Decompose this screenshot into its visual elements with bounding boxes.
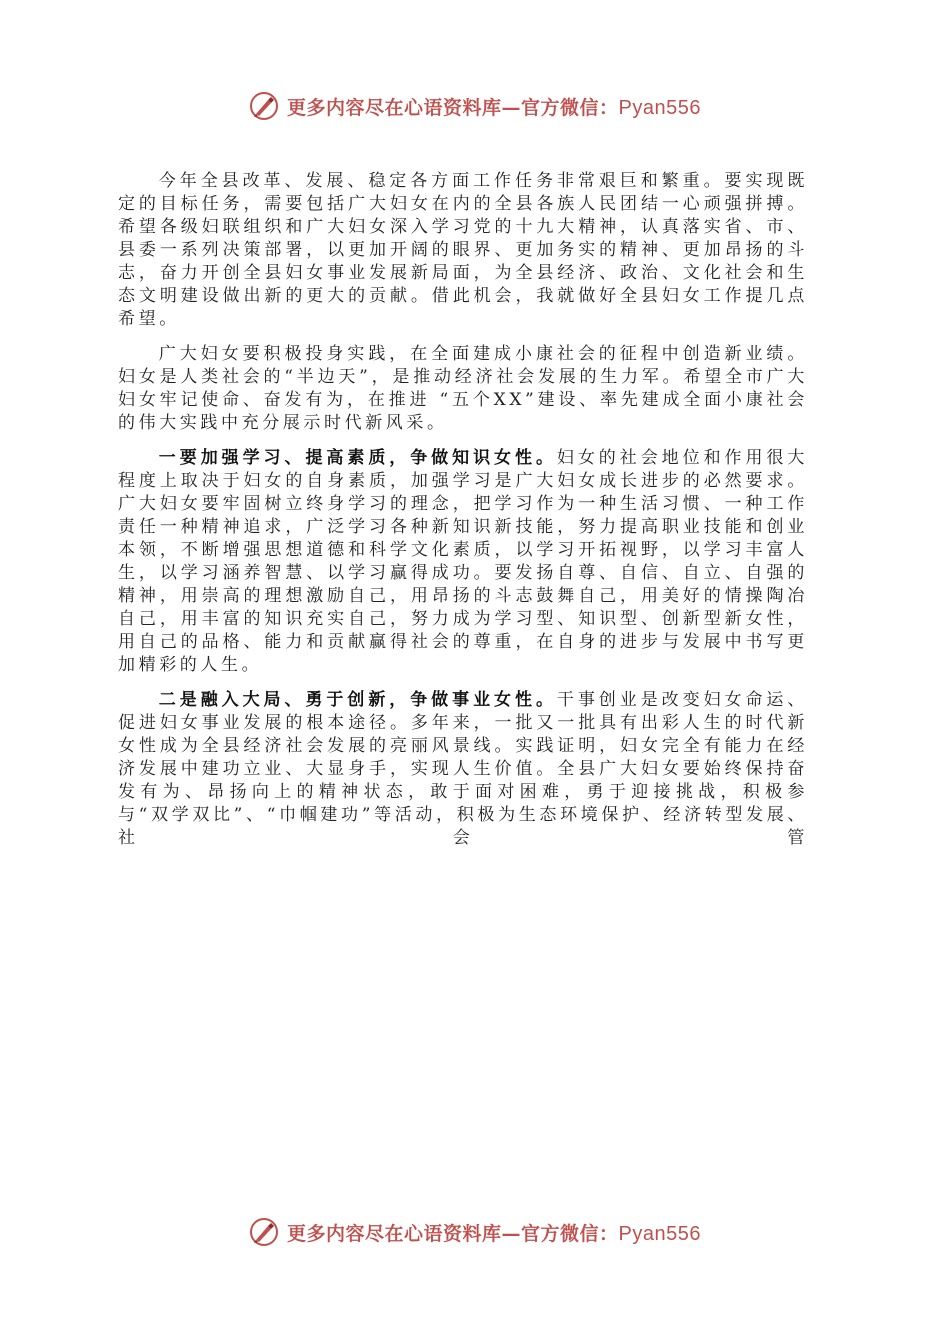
- paragraph-career: [118, 689, 808, 850]
- wechat-id: Pyan556: [618, 96, 701, 119]
- document-body: [118, 170, 808, 862]
- paragraph-text: 今年全县改革、发展、稳定各方面工作任务非常艰巨和繁重。要实现既定的目标任务，需要包括广大妇女在内的全县各族人民团结一心顽强拼搏。希望各级妇联组织和广大妇女深入学习党的十九大精神，认真落实省、市、县委一系列决策部署，以更加开阔的眼界、更加务实的精神、更加昂扬的斗志，奋力开创全县妇女事业发展新局面，为全县经济、政治、文化社会和生态文明建设做出新的更大的贡献。借此机会，我就做好全县妇女工作提几点希望。: [118, 171, 808, 329]
- header-watermark-banner: [0, 86, 950, 126]
- pen-logo-icon: [249, 1217, 279, 1247]
- paragraph-knowledge: [118, 447, 808, 677]
- paragraph-lead: 二是融入大局、勇于创新，争做事业女性。: [158, 690, 557, 710]
- wechat-id: Pyan556: [618, 1222, 701, 1245]
- banner-title: 更多内容尽在心语资料库—官方微信：: [287, 96, 619, 119]
- paragraph-text: 妇女的社会地位和作用很大程度上取决于妇女的自身素质，加强学习是广大妇女成长进步的必然要求。广大妇女要牢固树立终身学习的理念，把学习作为一种生活习惯、一种工作责任一种精神追求，广泛学习各种新知识新技能，努力提高职业技能和创业本领，不断增强思想道德和科学文化素质，以学习开拓视野，以学习丰富人生，以学习涵养智慧、以学习赢得成功。要发扬自尊、自信、自立、自强的精神，用崇高的理想激励自己，用昂扬的斗志鼓舞自己，用美好的情操陶冶自己，用丰富的知识充实自己，努力成为学习型、知识型、创新型新女性，用自己的品格、能力和贡献赢得社会的尊重，在自身的进步与发展中书写更加精彩的人生。: [118, 448, 808, 675]
- banner-text: [287, 1219, 701, 1246]
- banner-text: [287, 93, 701, 120]
- paragraph-intro: [118, 170, 808, 331]
- footer-watermark-banner: [0, 1212, 950, 1252]
- paragraph-text: 干事创业是改变妇女命运、促进妇女事业发展的根本途径。多年来，一批又一批具有出彩人生的时代新女性成为全县经济社会发展的亮丽风景线。实践证明，妇女完全有能力在经济发展中建功立业、大显身手，实现人生价值。全县广大妇女要始终保持奋发有为、昂扬向上的精神状态，敢于面对困难，勇于迎接挑战，积极参与“双学双比”、“巾帼建功”等活动，积极为生态环境保护、经济转型发展、社会管: [118, 690, 808, 848]
- pen-logo-icon: [249, 91, 279, 121]
- banner-title: 更多内容尽在心语资料库—官方微信：: [287, 1222, 619, 1245]
- paragraph-lead: 一要加强学习、提高素质，争做知识女性。: [158, 448, 557, 468]
- paragraph-text: 广大妇女要积极投身实践，在全面建成小康社会的征程中创造新业绩。妇女是人类社会的“半边天”，是推动经济社会发展的生力军。希望全市广大妇女牢记使命、奋发有为，在推进 “五个XX”建设、率先建成全面小康社会的伟大实践中充分展示时代新风采。: [118, 344, 808, 433]
- paragraph-practice: [118, 343, 808, 435]
